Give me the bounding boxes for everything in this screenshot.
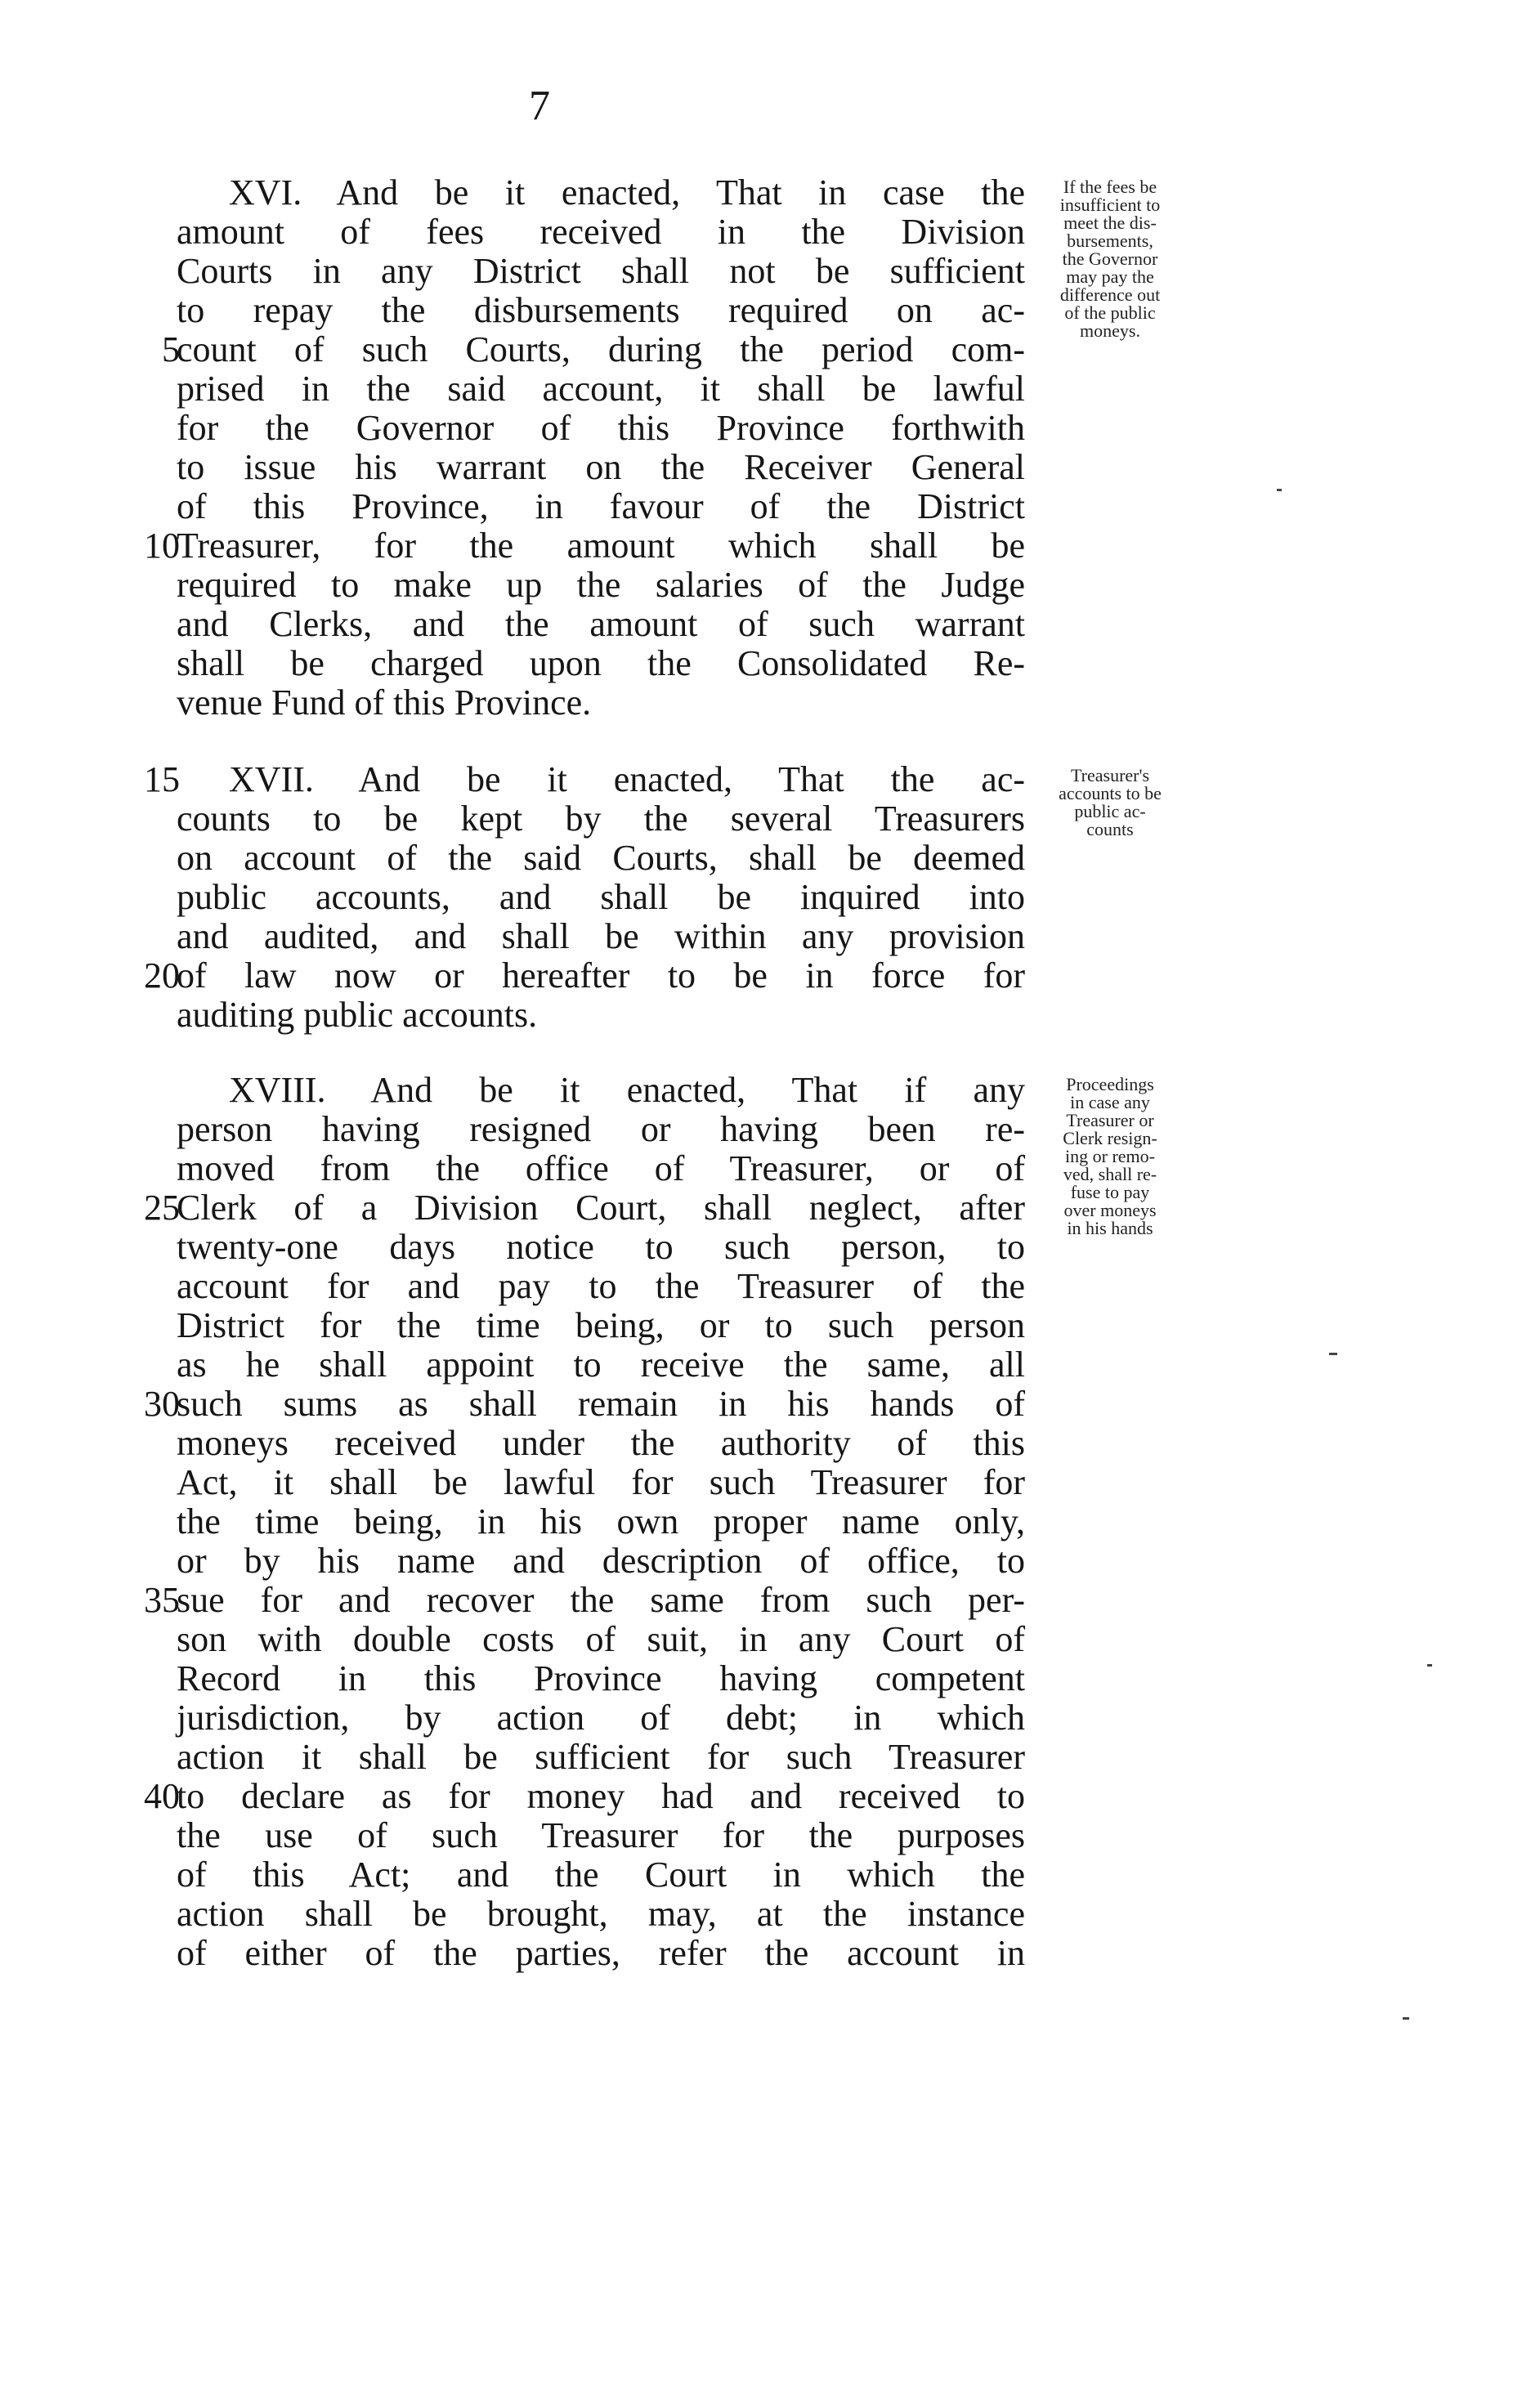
text-line: and Clerks, and the amount of such warrant bbox=[177, 604, 1025, 644]
margin-note-line: may pay the bbox=[1066, 266, 1154, 287]
text-line: of law now or hereafter to be in force for bbox=[177, 955, 1025, 996]
scan-speck bbox=[1329, 1353, 1337, 1355]
text-line: sue for and recover the same from such per- bbox=[177, 1580, 1025, 1620]
line-number: 25 bbox=[144, 1188, 180, 1228]
margin-note-line: public ac- bbox=[1074, 801, 1146, 821]
text-line: and audited, and shall be within any provision bbox=[177, 916, 1025, 956]
margin-note-line: difference out bbox=[1059, 284, 1161, 305]
margin-note-line: in his hands bbox=[1067, 1218, 1153, 1238]
text-line: account for and pay to the Treasurer of the bbox=[177, 1266, 1025, 1306]
margin-note-line: counts bbox=[1086, 819, 1134, 839]
line-number: 10 bbox=[144, 526, 180, 566]
text-line: auditing public accounts. bbox=[177, 995, 538, 1035]
text-line: Record in this Province having competent bbox=[177, 1658, 1025, 1698]
text-line: Treasurer, for the amount which shall be bbox=[177, 526, 1025, 566]
text-line: to issue his warrant on the Receiver General bbox=[177, 447, 1025, 487]
text-line: action it shall be sufficient for such Treasurer bbox=[177, 1737, 1025, 1777]
margin-note-line: accounts to be bbox=[1059, 783, 1162, 803]
text-line: count of such Courts, during the period com- bbox=[177, 329, 1025, 369]
text-line: Clerk of a Division Court, shall neglect, after bbox=[177, 1188, 1025, 1228]
text-line: XVII. And be it enacted, That the ac- bbox=[229, 759, 1025, 799]
scan-speck bbox=[1403, 2017, 1409, 2020]
text-line: venue Fund of this Province. bbox=[177, 682, 592, 723]
text-line: twenty-one days notice to such person, to bbox=[177, 1227, 1025, 1267]
text-line: moneys received under the authority of this bbox=[177, 1423, 1025, 1463]
text-line: such sums as shall remain in his hands of bbox=[177, 1384, 1025, 1424]
text-line: of either of the parties, refer the account in bbox=[177, 1933, 1025, 1973]
page-number: 7 bbox=[529, 83, 550, 129]
margin-note-line: ing or remo- bbox=[1065, 1146, 1155, 1166]
margin-note-line: Treasurer's bbox=[1070, 765, 1150, 785]
margin-note-line: over moneys bbox=[1063, 1200, 1157, 1220]
text-line: amount of fees received in the Division bbox=[177, 212, 1025, 252]
text-line: son with double costs of suit, in any Court of bbox=[177, 1619, 1025, 1659]
text-line: public accounts, and shall be inquired into bbox=[177, 877, 1025, 917]
margin-note-line: the Governor bbox=[1062, 248, 1158, 269]
text-line: shall be charged upon the Consolidated Re- bbox=[177, 643, 1025, 683]
text-line: action shall be brought, may, at the instance bbox=[177, 1894, 1025, 1934]
text-line: prised in the said account, it shall be lawful bbox=[177, 369, 1025, 409]
text-line: District for the time being, or to such person bbox=[177, 1305, 1025, 1345]
margin-note bbox=[1036, 178, 1184, 340]
text-line: counts to be kept by the several Treasurers bbox=[177, 799, 1025, 839]
margin-note bbox=[1036, 1076, 1184, 1237]
line-number: 20 bbox=[144, 955, 180, 996]
text-line: Courts in any District shall not be sufficient bbox=[177, 251, 1025, 291]
margin-note-line: Treasurer or bbox=[1066, 1110, 1154, 1130]
text-line: the use of such Treasurer for the purposes bbox=[177, 1815, 1025, 1855]
text-line: on account of the said Courts, shall be deemed bbox=[177, 838, 1025, 878]
text-line: of this Act; and the Court in which the bbox=[177, 1855, 1025, 1895]
text-line: for the Governor of this Province forthwith bbox=[177, 408, 1025, 448]
text-line: moved from the office of Treasurer, or of bbox=[177, 1148, 1025, 1188]
text-line: of this Province, in favour of the District bbox=[177, 486, 1025, 526]
text-line: person having resigned or having been re- bbox=[177, 1109, 1025, 1149]
text-line: XVIII. And be it enacted, That if any bbox=[229, 1070, 1025, 1110]
margin-note-line: moneys. bbox=[1080, 320, 1140, 341]
margin-note-line: in case any bbox=[1070, 1092, 1150, 1112]
margin-note-line: If the fees be bbox=[1063, 177, 1157, 197]
line-number: 40 bbox=[144, 1776, 180, 1816]
line-number: 30 bbox=[144, 1384, 180, 1424]
text-line: XVI. And be it enacted, That in case the bbox=[229, 172, 1025, 213]
text-line: required to make up the salaries of the Judge bbox=[177, 565, 1025, 605]
margin-note bbox=[1036, 767, 1184, 839]
margin-note-line: fuse to pay bbox=[1070, 1182, 1150, 1202]
margin-note-line: of the public bbox=[1064, 302, 1156, 323]
line-number: 15 bbox=[144, 759, 180, 799]
line-number: 35 bbox=[144, 1580, 180, 1620]
margin-note-line: insufficient to bbox=[1059, 195, 1161, 215]
line-number: 5 bbox=[162, 329, 180, 369]
text-line: jurisdiction, by action of debt; in which bbox=[177, 1698, 1025, 1738]
margin-note-line: ved, shall re- bbox=[1063, 1164, 1157, 1184]
text-line: to repay the disbursements required on ac- bbox=[177, 290, 1025, 330]
margin-note-line: bursements, bbox=[1067, 230, 1153, 251]
text-line: Act, it shall be lawful for such Treasurer for bbox=[177, 1462, 1025, 1502]
text-line: the time being, in his own proper name only, bbox=[177, 1501, 1025, 1542]
margin-note-line: Proceedings bbox=[1066, 1074, 1154, 1094]
text-line: as he shall appoint to receive the same, all bbox=[177, 1345, 1025, 1385]
text-line: or by his name and description of office, to bbox=[177, 1541, 1025, 1581]
scan-speck bbox=[1277, 489, 1282, 491]
margin-note-line: Clerk resign- bbox=[1063, 1128, 1157, 1148]
text-line: to declare as for money had and received to bbox=[177, 1776, 1025, 1816]
scan-speck bbox=[1427, 1664, 1432, 1667]
margin-note-line: meet the dis- bbox=[1063, 213, 1157, 233]
